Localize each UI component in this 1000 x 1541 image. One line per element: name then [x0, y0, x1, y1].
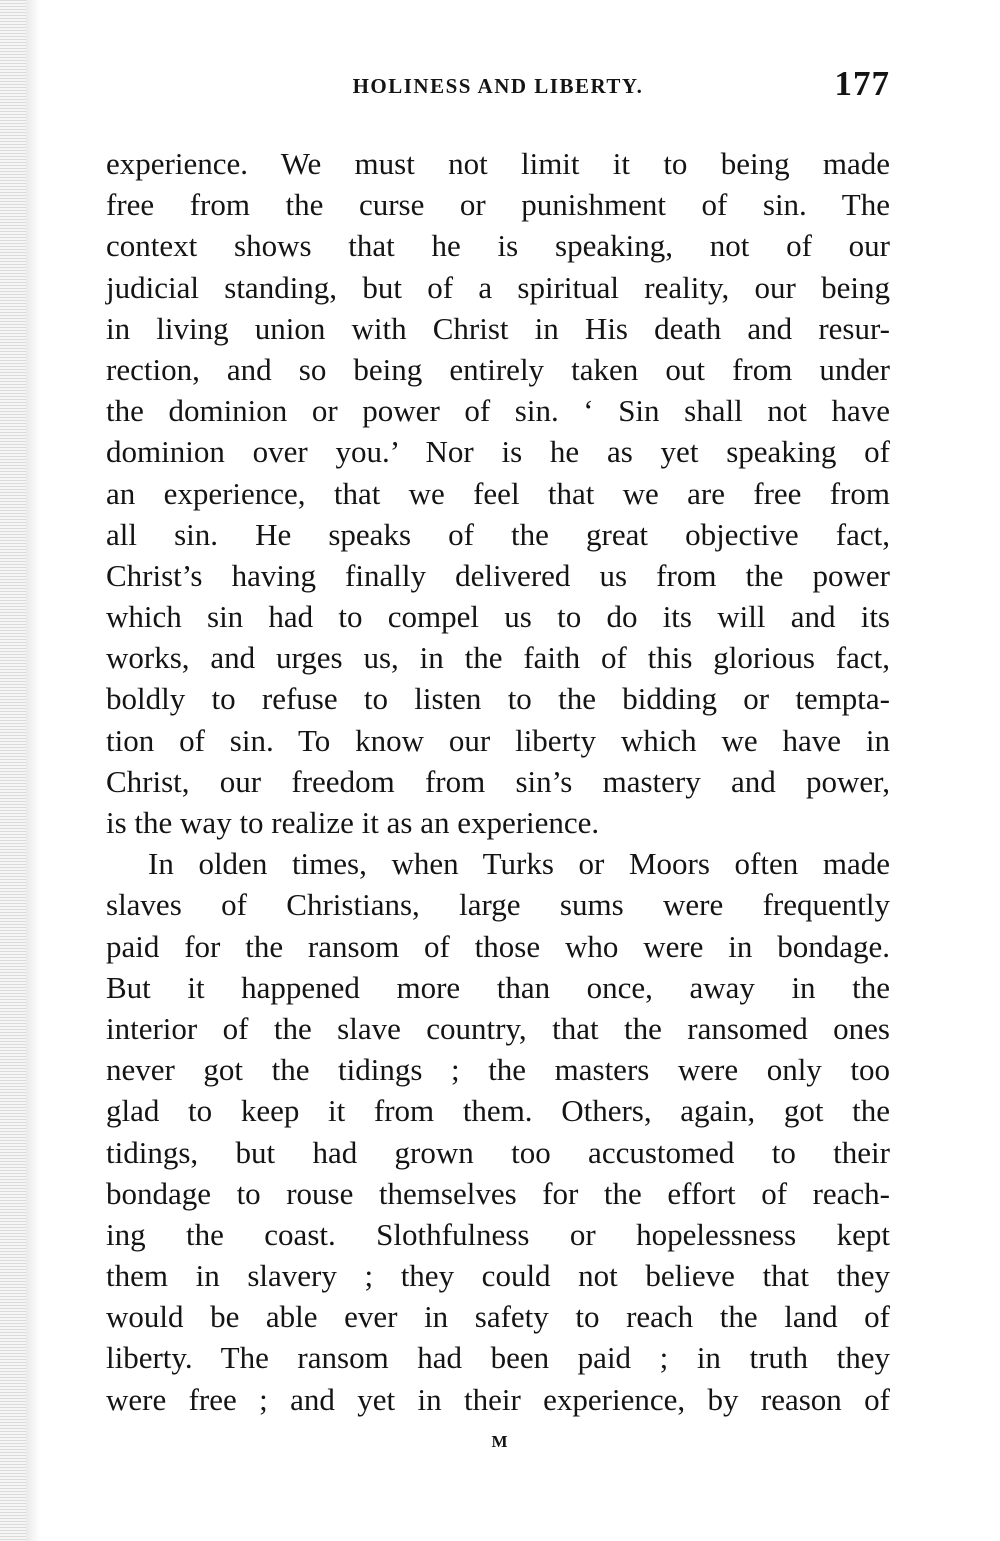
paragraph [106, 843, 890, 1420]
text-line: slaves of Christians, large sums were frequently [106, 887, 890, 923]
text-line: interior of the slave country, that the ransomed ones [106, 1010, 890, 1046]
text-line: context shows that he is speaking, not of our [106, 228, 890, 264]
paragraph [106, 143, 890, 843]
text-line: Christ, our freedom from sin’s mastery and power, [106, 763, 890, 799]
text-line: never got the tidings ; the masters were only too [106, 1052, 890, 1088]
page-header [106, 64, 890, 104]
text-line: works, and urges us, in the faith of this glorious fact, [106, 640, 890, 676]
page-gutter-shadow [0, 0, 26, 1541]
text-line: the dominion or power of sin. ‘ Sin shall not have [106, 393, 890, 429]
text-line: is the way to realize it as an experience. [106, 805, 600, 840]
text-line: paid for the ransom of those who were in bondage. [106, 928, 890, 964]
text-line: all sin. He speaks of the great objective fact, [106, 516, 890, 552]
text-line: tidings, but had grown too accustomed to their [106, 1134, 890, 1170]
signature-mark: M [491, 1432, 509, 1451]
running-head: HOLINESS AND LIBERTY. [352, 74, 644, 98]
text-line: rection, and so being entirely taken out from under [106, 351, 890, 387]
text-line: bondage to rouse themselves for the effort of reach- [106, 1175, 890, 1211]
text-line: tion of sin. To know our liberty which we have in [106, 722, 890, 758]
body-text [106, 143, 890, 1420]
text-line: would be able ever in safety to reach the land of [106, 1299, 890, 1335]
text-line: dominion over you.’ Nor is he as yet speaking of [106, 434, 890, 470]
text-line: an experience, that we feel that we are free from [106, 475, 890, 511]
text-line: which sin had to compel us to do its will and its [106, 599, 890, 635]
text-line: In olden times, when Turks or Moors often made [148, 846, 890, 882]
text-line: judicial standing, but of a spiritual reality, our being [106, 269, 890, 305]
text-line: Christ’s having finally delivered us from the power [106, 557, 890, 593]
text-line: liberty. The ransom had been paid ; in truth they [106, 1340, 890, 1376]
text-line: ing the coast. Slothfulness or hopelessness kept [106, 1216, 890, 1252]
text-line: them in slavery ; they could not believe that they [106, 1258, 890, 1294]
page-number: 177 [834, 64, 890, 103]
text-line: in living union with Christ in His death and resur- [106, 310, 890, 346]
text-line: glad to keep it from them. Others, again, got the [106, 1093, 890, 1129]
text-line: But it happened more than once, away in the [106, 969, 890, 1005]
text-line: experience. We must not limit it to being made [106, 146, 890, 181]
text-line: boldly to refuse to listen to the bidding or tempta- [106, 681, 890, 717]
text-line: were free ; and yet in their experience, by reason of [106, 1381, 890, 1417]
text-line: free from the curse or punishment of sin. The [106, 187, 890, 223]
page-gutter-fade [26, 0, 40, 1541]
